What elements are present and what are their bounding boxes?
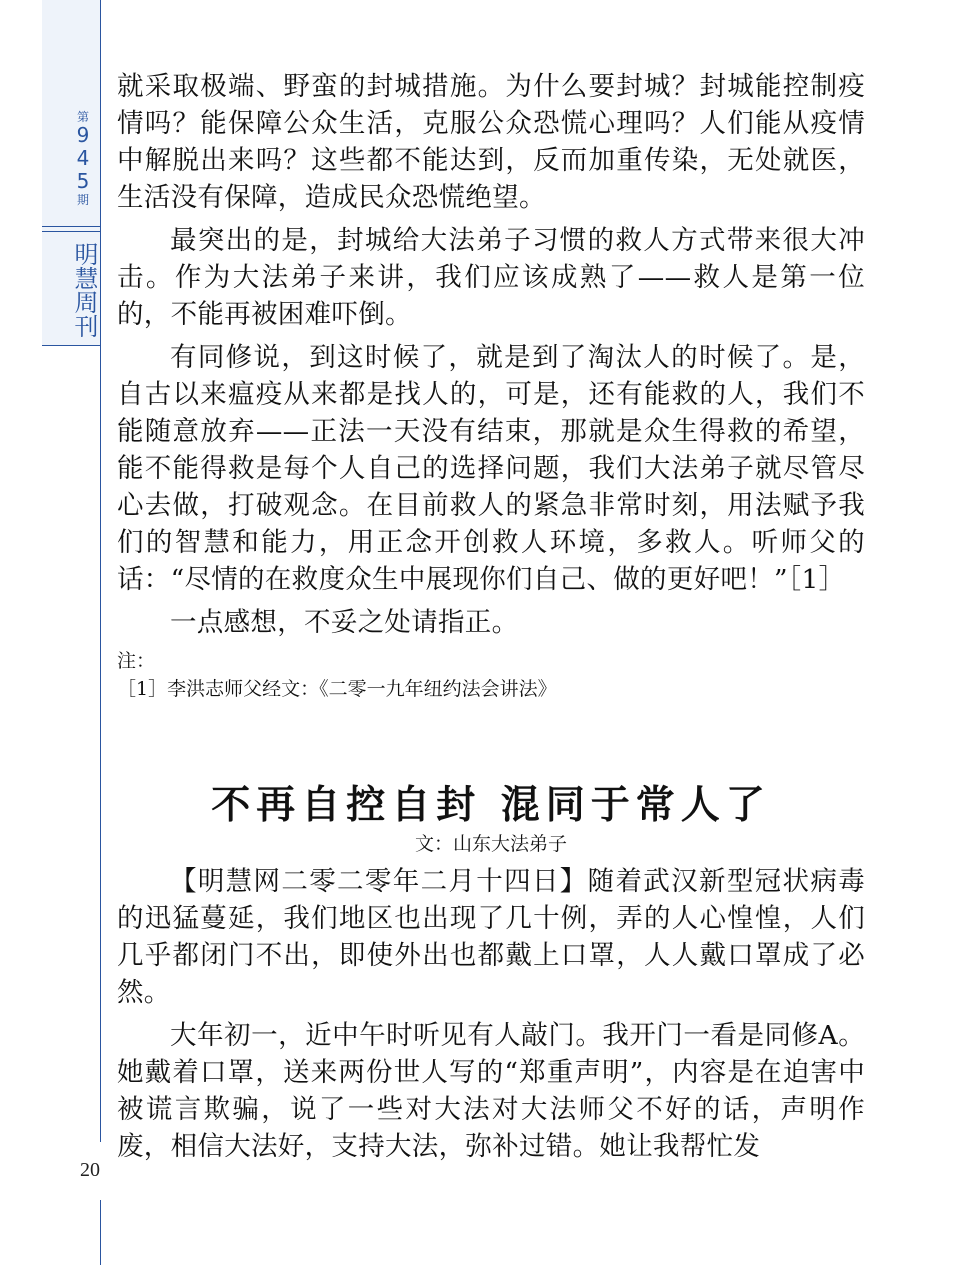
article-byline: 文：山东大法弟子 [414,833,567,855]
issue-prefix: 第 [76,110,89,124]
issue-number [66,110,100,207]
body-paragraph: 有同修说，到这时候了，就是到了淘汰人的时候了。是，自古以来瘟疫从来都是找人的，可是，还有能救的人，我们不能随意放弃——正法一天没有结束，那就是众生得救的希望，能不能得救是每个人自己的选择问题，我们大法弟子就尽管尽心去做，打破观念。在目前救人的紧急非常时刻，用法赋予我们的智慧和能力，用正念开创救人环境，多救人。听师父的话：“尽情的在救度众生中展现你们自己、做的更好吧！”［1］ [117,342,865,595]
issue-digit: 9 [76,123,90,147]
sidebar-rule-top [42,226,100,227]
body-paragraph: 一点感想，不妥之处请指正。 [170,607,519,638]
footnote-label: 注： [117,650,156,672]
sidebar-divider-line-bottom [100,1200,101,1265]
magazine-name: 明慧周刊 [70,242,98,338]
sidebar-divider-line [100,0,101,1142]
body-paragraph: 就采取极端、野蛮的封城措施。为什么要封城？封城能控制疫情吗？能保障公众生活，克服公众恐慌心理吗？人们能从疫情中解脱出来吗？这些都不能达到，反而加重传染，无处就医，生活没有保障，造成民众恐慌绝望。 [117,71,865,213]
page-number: 20 [80,1159,100,1181]
issue-suffix: 期 [76,193,89,207]
body-paragraph: 【明慧网二零二零年二月十四日】随着武汉新型冠状病毒的迅猛蔓延，我们地区也出现了几十例，弄的人心惶惶，人们几乎都闭门不出，即使外出也都戴上口罩，人人戴口罩成了必然。 [117,866,865,1008]
footnote-text: ［1］李洪志师父经文：《二零一九年纽约法会讲法》 [117,678,557,700]
sidebar-rule-top-2 [42,231,100,232]
body-paragraph: 最突出的是，封城给大法弟子习惯的救人方式带来很大冲击。作为大法弟子来讲，我们应该成熟了——救人是第一位的，不能再被困难吓倒。 [117,225,865,330]
sidebar-rule-bottom [42,345,100,346]
issue-digit: 5 [76,169,90,193]
page-content [117,68,865,1165]
body-paragraph: 大年初一，近中午时听见有人敲门。我开门一看是同修A。她戴着口罩，送来两份世人写的“郑重声明”，内容是在迫害中被谎言欺骗，说了一些对大法对大法师父不好的话，声明作废，相信大法好，支持大法，弥补过错。她让我帮忙发 [117,1020,865,1162]
issue-digit: 4 [76,146,90,170]
article-title: 不再自控自封 混同于常人了 [211,783,771,828]
